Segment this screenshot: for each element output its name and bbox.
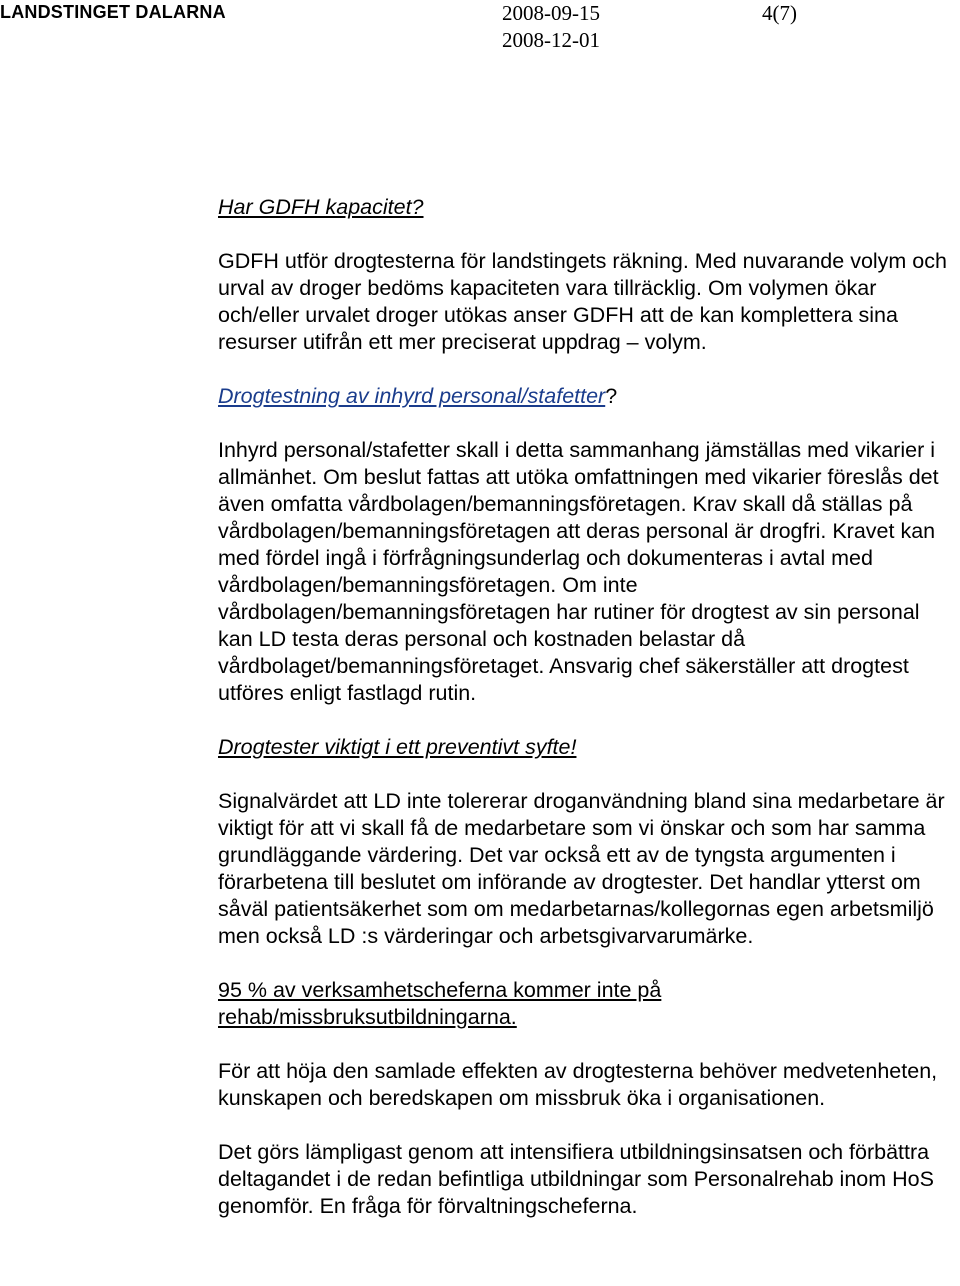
- paragraph-utbildning: Det görs lämpligast genom att intensifiera utbildningsinsatsen och förbättra deltagandet i de redan befintliga utbildningar som Personalrehab inom HoS genomför. En fråga för förvaltningscheferna.: [218, 1140, 934, 1218]
- heading-preventivt: Drogtester viktigt i ett preventivt syfte!: [218, 735, 577, 759]
- heading-inhyrd: [218, 383, 960, 410]
- paragraph-inhyrd: Inhyrd personal/stafetter skall i detta sammanhang jämställas med vikarier i allmänhet. Om beslut fattas att utöka omfattningen med vikarier föreslås det även omfatta vårdbolagen/bemanningsföretagen. Krav skall då ställas på vårdbolagen/bemanningsföretagen att deras personal är drogfri. Kravet kan med fördel ingå i förfrågningsunderlag och dokumenteras i avtal med vårdbolagen/bemanningsföretagen. Om inte vårdbolagen/bemanningsföretagen har rutiner för drogtest av sin personal kan LD testa deras personal och kostnaden belastar då vårdbolaget/bemanningsföretaget. Ansvarig chef säkerställer att drogtest utföres enligt fastlagd rutin.: [218, 438, 939, 705]
- page-number: 4(7): [762, 1, 797, 25]
- revision-date: 2008-12-01: [502, 28, 600, 52]
- document-date: 2008-09-15: [502, 1, 600, 25]
- paragraph-preventivt: Signalvärdet att LD inte tolererar droganvändning bland sina medarbetare är viktigt för att vi skall få de medarbetare som vi önskar och som har samma grundläggande värdering. Det var också ett av de tyngsta argumenten i förarbetena till beslutet om införande av drogtester. Det handlar ytterst om såväl patientsäkerhet som om medarbetarnas/kollegornas egen arbetsmiljö men också LD :s värderingar och arbetsgivarvarumärke.: [218, 789, 945, 948]
- paragraph-effekt: För att höja den samlade effekten av drogtesterna behöver medvetenheten, kunskapen och beredskapen om missbruk öka i organisationen.: [218, 1059, 938, 1110]
- heading-inhyrd-suffix: ?: [605, 384, 618, 408]
- heading-inhyrd-text: Drogtestning av inhyrd personal/stafetter: [218, 384, 606, 408]
- organization-name: LANDSTINGET DALARNA: [0, 2, 226, 22]
- heading-kapacitet: Har GDFH kapacitet?: [218, 195, 424, 219]
- paragraph-kapacitet: GDFH utför drogtesterna för landstingets räkning. Med nuvarande volym och urval av droger bedöms kapaciteten vara tillräcklig. Om volymen ökar och/eller urvalet droger utökas anser GDFH att de kan komplettera sina resurser utifrån ett mer preciserat uppdrag – volym.: [218, 249, 947, 354]
- document-body: [218, 194, 960, 1220]
- heading-chefer: 95 % av verksamhetscheferna kommer inte på rehab/missbruksutbildningarna.: [218, 978, 662, 1029]
